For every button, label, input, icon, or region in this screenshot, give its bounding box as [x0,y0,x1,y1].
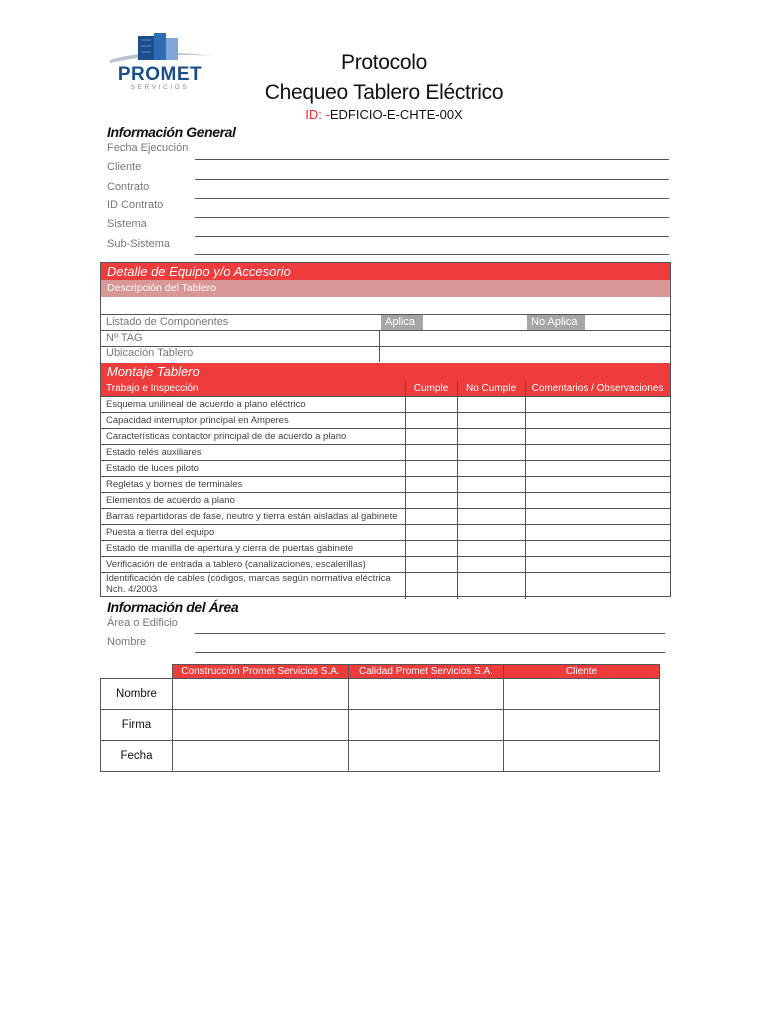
signature-cell[interactable] [503,678,660,710]
inspection-item-label: Regletas y bornes de terminales [106,479,243,490]
sistema-input-line[interactable] [195,236,669,237]
inspection-cumple-cell[interactable] [405,460,457,476]
inspection-cumple-cell[interactable] [405,524,457,540]
page-title-line2: Chequeo Tablero Eléctrico [264,81,504,104]
signature-cell[interactable] [172,740,349,772]
inspection-comments-cell[interactable] [525,492,670,508]
sig-col-construction: Construcción Promet Servicios S.A. [172,664,349,679]
logo-wordmark: PROMET [117,64,203,85]
document-id-label: ID: - [305,107,330,122]
signature-row-label: Fecha [100,740,173,772]
cliente-input-line[interactable] [195,179,669,180]
inspection-comments-cell[interactable] [525,428,670,444]
inspection-comments-cell[interactable] [525,540,670,556]
inspection-item-label: Verificación de entrada a tablero (canalizaciones, escalerillas) [106,559,366,570]
inspection-no-cumple-cell[interactable] [457,556,525,572]
inspection-cumple-cell[interactable] [405,492,457,508]
inspection-no-cumple-cell[interactable] [457,396,525,412]
components-label: Listado de Componentes [106,316,229,328]
signature-cell[interactable] [348,678,504,710]
inspection-comments-cell[interactable] [525,556,670,572]
contrato-input-line[interactable] [195,198,669,199]
equipment-detail-heading: Detalle de Equipo y/o Accesorio [101,263,670,280]
id-contrato-input-line[interactable] [195,217,669,218]
area-input-line[interactable] [195,633,665,634]
description-input[interactable] [101,297,670,314]
not-applies-chip[interactable]: No Aplica [527,315,585,330]
inspection-item-label: Estado de manilla de apertura y cierra de puertas gabinete [106,543,354,554]
inspection-item-label: Esquema unilineal de acuerdo a plano eléctrico [106,399,306,410]
inspection-item-label: Capacidad interruptor principal en Amperes [106,415,289,426]
inspection-comments-cell[interactable] [525,572,670,599]
document-id-value: EDFICIO-E-CHTE-00X [329,107,463,122]
document-id [0,107,768,122]
inspection-cumple-cell[interactable] [405,396,457,412]
inspection-no-cumple-cell[interactable] [457,524,525,540]
inspection-cumple-cell[interactable] [405,540,457,556]
inspection-no-cumple-cell[interactable] [457,540,525,556]
signature-row-label: Nombre [100,678,173,710]
inspection-cumple-cell[interactable] [405,444,457,460]
col-header-work: Trabajo e Inspección [101,381,405,396]
inspection-cumple-cell[interactable] [405,428,457,444]
field-label-area: Área o Edificio [107,617,178,629]
inspection-item-label: Barras repartidoras de fase, neutro y tierra están aisladas al gabinete [106,511,398,522]
general-info-heading: Información General [107,124,236,140]
inspection-comments-cell[interactable] [525,508,670,524]
col-header-cumple: Cumple [405,381,457,396]
col-header-comments: Comentarios / Observaciones [525,381,670,396]
inspection-cumple-cell[interactable] [405,572,457,599]
inspection-cumple-cell[interactable] [405,412,457,428]
sub-sistema-input-line[interactable] [195,254,669,255]
signature-cell[interactable] [348,740,504,772]
inspection-comments-cell[interactable] [525,444,670,460]
field-label-sub-sistema: Sub-Sistema [107,238,170,250]
field-label-cliente: Cliente [107,161,142,173]
nombre-input-line[interactable] [195,652,665,653]
inspection-comments-cell[interactable] [525,524,670,540]
sig-col-client: Cliente [503,664,660,679]
description-bar: Descripción del Tablero [101,280,670,297]
logo-subtitle: SERVICIOS [130,84,190,91]
signature-cell[interactable] [348,709,504,741]
page-title-line1: Protocolo [340,51,428,74]
tag-input[interactable] [380,331,670,346]
signature-cell[interactable] [503,709,660,741]
inspection-item-label: Elementos de acuerdo a plano [106,495,235,506]
tag-label: Nº TAG [106,332,143,344]
inspection-item-label: Estado relés auxiliares [106,447,202,458]
inspection-item-label: Estado de luces piloto [106,463,199,474]
inspection-cumple-cell[interactable] [405,556,457,572]
applies-chip[interactable]: Aplica [381,315,423,330]
field-label-id-contrato: ID Contrato [107,199,164,211]
inspection-comments-cell[interactable] [525,476,670,492]
col-header-no-cumple: No Cumple [457,381,525,396]
fecha-input-line[interactable] [195,159,669,160]
mounting-heading: Montaje Tablero [101,363,670,381]
inspection-cumple-cell[interactable] [405,508,457,524]
inspection-no-cumple-cell[interactable] [457,428,525,444]
column-divider [405,381,406,599]
inspection-no-cumple-cell[interactable] [457,508,525,524]
field-label-fecha: Fecha Ejecución [107,142,189,154]
location-label: Ubicación Tablero [106,347,194,359]
inspection-no-cumple-cell[interactable] [457,444,525,460]
inspection-comments-cell[interactable] [525,396,670,412]
field-label-sistema: Sistema [107,218,147,230]
location-input[interactable] [380,347,670,362]
sig-col-quality: Calidad Promet Servicios S.A. [348,664,504,679]
column-divider [525,381,526,599]
inspection-cumple-cell[interactable] [405,476,457,492]
inspection-no-cumple-cell[interactable] [457,476,525,492]
column-divider [457,381,458,599]
signature-cell[interactable] [172,709,349,741]
signature-row-label: Firma [100,709,173,741]
field-label-nombre: Nombre [107,636,147,648]
inspection-item-label: Identificación de cables (códigos, marcas según normativa eléctrica Nch. 4/2003 [106,573,391,595]
inspection-no-cumple-cell[interactable] [457,460,525,476]
signature-cell[interactable] [503,740,660,772]
inspection-item-label: Características contactor principal de de acuerdo a plano [106,431,347,442]
inspection-no-cumple-cell[interactable] [457,412,525,428]
inspection-item-label: Puesta a tierra del equipo [106,527,215,538]
inspection-no-cumple-cell[interactable] [457,572,525,599]
signature-cell[interactable] [172,678,349,710]
column-divider [379,330,380,362]
inspection-comments-cell[interactable] [525,460,670,476]
field-label-contrato: Contrato [107,181,150,193]
inspection-comments-cell[interactable] [525,412,670,428]
area-info-heading: Información del Área [107,599,239,615]
inspection-no-cumple-cell[interactable] [457,492,525,508]
